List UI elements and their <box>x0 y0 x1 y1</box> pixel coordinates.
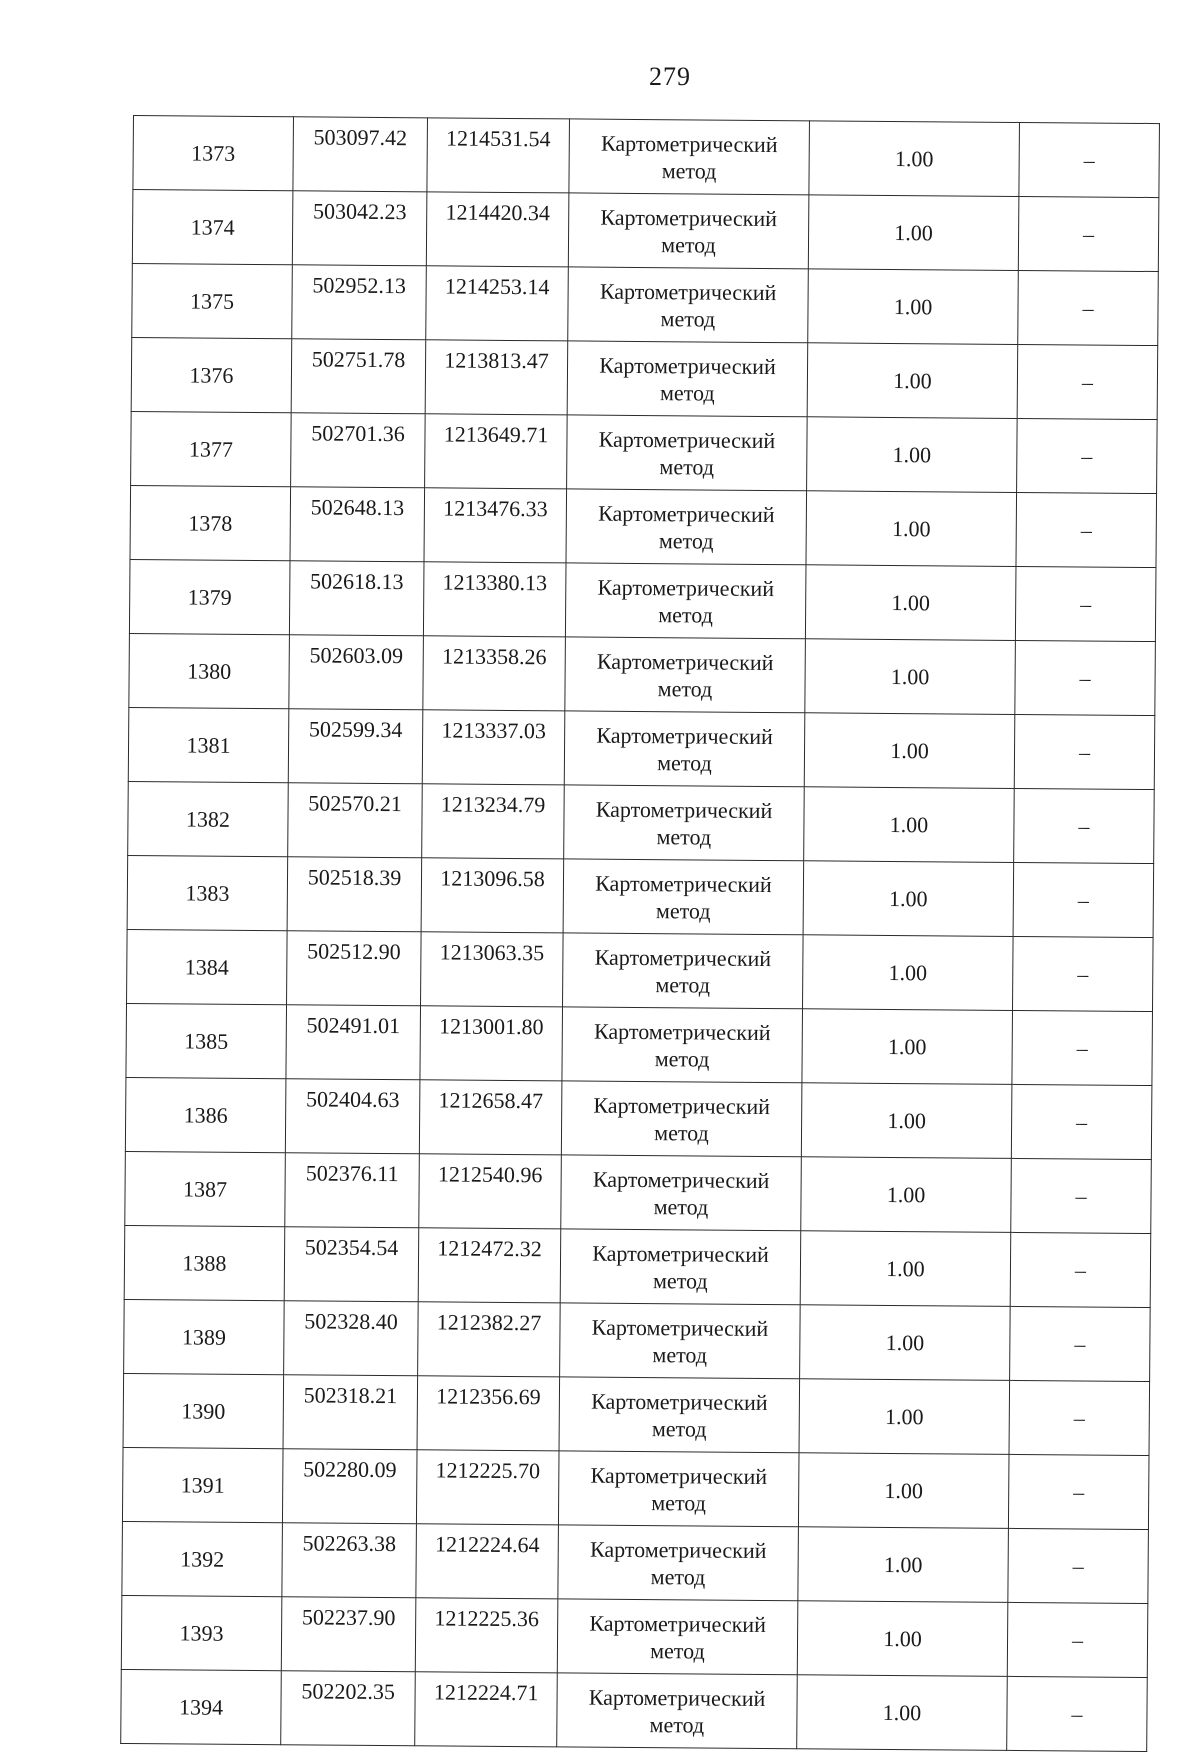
accuracy-cell: 1.00 <box>800 1305 1011 1381</box>
note-cell: – <box>1016 492 1157 567</box>
table-row <box>122 1521 1149 1603</box>
method-cell <box>557 1673 798 1749</box>
accuracy-cell: 1.00 <box>805 565 1016 641</box>
method-line-2: метод <box>652 1267 708 1294</box>
y-coordinate-cell: 1213813.47 <box>425 340 568 415</box>
point-number-cell: 1394 <box>121 1669 282 1744</box>
point-number-cell: 1373 <box>133 116 294 191</box>
method-line-2: метод <box>661 231 716 258</box>
note-cell: – <box>1008 1528 1149 1603</box>
x-coordinate-cell: 502570.21 <box>288 783 423 858</box>
point-number-cell: 1378 <box>130 485 291 560</box>
table-row <box>126 1003 1153 1085</box>
method-cell <box>563 859 804 935</box>
x-coordinate-cell: 502376.11 <box>285 1153 420 1228</box>
method-line-1: Картометрический <box>593 1092 771 1119</box>
note-cell: – <box>1009 1380 1150 1455</box>
method-cell <box>565 563 806 639</box>
method-line-2: метод <box>657 675 713 702</box>
method-cell <box>558 1525 799 1601</box>
y-coordinate-cell: 1212658.47 <box>419 1080 562 1155</box>
note-cell: – <box>1015 566 1156 641</box>
table-row <box>121 1595 1148 1677</box>
table-row <box>133 116 1160 198</box>
method-line-2: метод <box>654 1045 710 1072</box>
y-coordinate-cell: 1214531.54 <box>427 118 570 193</box>
accuracy-cell: 1.00 <box>803 861 1014 937</box>
note-cell: – <box>1014 788 1155 863</box>
point-number-cell: 1386 <box>125 1077 286 1152</box>
method-line-1: Картометрический <box>591 1314 769 1341</box>
table-row <box>128 707 1155 789</box>
method-line-1: Картометрический <box>595 796 773 823</box>
table-row <box>132 190 1159 272</box>
note-cell: – <box>1018 196 1159 271</box>
table-row <box>131 411 1158 493</box>
x-coordinate-cell: 502512.90 <box>287 931 422 1006</box>
point-number-cell: 1379 <box>129 559 290 634</box>
method-line-1: Картометрический <box>599 278 777 305</box>
point-number-cell: 1385 <box>126 1003 287 1078</box>
table-row <box>132 263 1159 345</box>
method-line-2: метод <box>650 1563 706 1590</box>
y-coordinate-cell: 1212540.96 <box>419 1154 562 1229</box>
method-cell <box>564 785 805 861</box>
x-coordinate-cell: 502318.21 <box>283 1375 418 1450</box>
y-coordinate-cell: 1212225.70 <box>416 1450 559 1525</box>
note-cell: – <box>1010 1306 1151 1381</box>
method-cell <box>561 1081 802 1157</box>
method-line-2: метод <box>655 971 711 998</box>
method-line-1: Картометрический <box>600 204 778 231</box>
method-line-2: метод <box>656 823 712 850</box>
table-row <box>127 929 1154 1011</box>
note-cell: – <box>1010 1232 1151 1307</box>
note-cell: – <box>1015 640 1156 715</box>
method-cell <box>566 489 807 565</box>
method-line-2: метод <box>654 1119 709 1146</box>
method-cell <box>567 415 808 491</box>
method-cell <box>560 1229 801 1305</box>
table-row <box>124 1299 1151 1381</box>
point-number-cell: 1377 <box>131 411 292 486</box>
method-cell <box>569 119 810 195</box>
table-row <box>129 633 1156 715</box>
note-cell: – <box>1007 1602 1148 1677</box>
x-coordinate-cell: 502404.63 <box>285 1079 420 1154</box>
y-coordinate-cell: 1213380.13 <box>423 562 566 637</box>
method-cell <box>568 267 809 343</box>
method-cell <box>561 1155 802 1231</box>
table-row <box>130 485 1157 567</box>
x-coordinate-cell: 502518.39 <box>287 857 422 932</box>
x-coordinate-cell: 502491.01 <box>286 1005 421 1080</box>
accuracy-cell: 1.00 <box>798 1527 1009 1603</box>
y-coordinate-cell: 1213337.03 <box>422 710 565 785</box>
accuracy-cell: 1.00 <box>808 269 1019 345</box>
y-coordinate-cell: 1213649.71 <box>425 414 568 489</box>
x-coordinate-cell: 502618.13 <box>289 561 424 636</box>
method-line-1: Картометрический <box>594 944 772 971</box>
method-line-2: метод <box>657 749 712 776</box>
y-coordinate-cell: 1212356.69 <box>417 1376 560 1451</box>
accuracy-cell: 1.00 <box>807 417 1018 493</box>
point-number-cell: 1392 <box>122 1521 283 1596</box>
method-line-2: метод <box>655 897 711 924</box>
method-cell <box>558 1451 799 1527</box>
y-coordinate-cell: 1213358.26 <box>423 636 566 711</box>
note-cell: – <box>1013 862 1154 937</box>
method-line-1: Картометрический <box>589 1610 767 1637</box>
x-coordinate-cell: 503042.23 <box>292 191 427 266</box>
y-coordinate-cell: 1212472.32 <box>418 1228 561 1303</box>
point-number-cell: 1389 <box>124 1299 285 1374</box>
accuracy-cell: 1.00 <box>809 121 1020 197</box>
note-cell: – <box>1014 714 1155 789</box>
note-cell: – <box>1008 1454 1149 1529</box>
accuracy-cell: 1.00 <box>799 1379 1010 1455</box>
method-cell <box>565 637 806 713</box>
note-cell: – <box>1017 344 1158 419</box>
note-cell: – <box>1017 418 1158 493</box>
table-row <box>128 781 1155 863</box>
point-number-cell: 1393 <box>121 1595 282 1670</box>
point-number-cell: 1383 <box>127 855 288 930</box>
method-line-1: Картометрический <box>592 1240 769 1267</box>
x-coordinate-cell: 502237.90 <box>281 1597 416 1672</box>
accuracy-cell: 1.00 <box>801 1083 1012 1159</box>
point-number-cell: 1384 <box>127 929 288 1004</box>
accuracy-cell: 1.00 <box>804 787 1015 863</box>
x-coordinate-cell: 502328.40 <box>284 1301 419 1376</box>
accuracy-cell: 1.00 <box>797 1675 1008 1751</box>
x-coordinate-cell: 502603.09 <box>289 635 424 710</box>
table-row <box>125 1151 1152 1233</box>
y-coordinate-cell: 1212224.64 <box>416 1524 559 1599</box>
table-row <box>122 1447 1149 1529</box>
page-number: 279 <box>649 62 691 91</box>
method-line-1: Картометрический <box>597 574 775 601</box>
note-cell: – <box>1012 1010 1153 1085</box>
accuracy-cell: 1.00 <box>806 491 1017 567</box>
point-number-cell: 1391 <box>122 1447 283 1522</box>
x-coordinate-cell: 502701.36 <box>291 413 426 488</box>
method-line-2: метод <box>660 305 716 332</box>
accuracy-cell: 1.00 <box>798 1453 1009 1529</box>
method-line-1: Картометрический <box>598 500 775 527</box>
method-line-1: Картометрический <box>592 1166 770 1193</box>
table-body <box>121 116 1160 1752</box>
note-cell: – <box>1019 122 1160 197</box>
y-coordinate-cell: 1214253.14 <box>426 266 569 341</box>
y-coordinate-cell: 1213234.79 <box>422 784 565 859</box>
point-number-cell: 1382 <box>128 781 289 856</box>
method-cell <box>567 341 808 417</box>
method-line-1: Картометрический <box>596 648 774 675</box>
x-coordinate-cell: 502952.13 <box>292 265 427 340</box>
method-line-1: Картометрический <box>600 130 778 157</box>
method-line-1: Картометрический <box>589 1536 767 1563</box>
method-line-2: метод <box>658 601 713 628</box>
method-line-2: метод <box>661 157 717 184</box>
table-row <box>127 855 1154 937</box>
y-coordinate-cell: 1212224.71 <box>415 1672 558 1747</box>
accuracy-cell: 1.00 <box>808 195 1019 271</box>
x-coordinate-cell: 502263.38 <box>282 1523 417 1598</box>
y-coordinate-cell: 1212225.36 <box>415 1598 558 1673</box>
method-line-1: Картометрический <box>599 352 776 379</box>
method-cell <box>568 193 809 269</box>
method-line-2: метод <box>651 1489 706 1516</box>
note-cell: – <box>1011 1084 1152 1159</box>
table-row <box>129 559 1156 641</box>
method-cell <box>557 1599 798 1675</box>
point-number-cell: 1387 <box>125 1151 286 1226</box>
method-line-1: Картометрический <box>598 426 776 453</box>
method-cell <box>563 933 804 1009</box>
y-coordinate-cell: 1213096.58 <box>421 858 564 933</box>
x-coordinate-cell: 502202.35 <box>281 1671 416 1746</box>
y-coordinate-cell: 1213063.35 <box>421 932 564 1007</box>
method-cell <box>559 1377 800 1453</box>
method-line-1: Картометрический <box>590 1462 768 1489</box>
method-line-2: метод <box>658 527 714 554</box>
table-row <box>121 1669 1148 1751</box>
note-cell: – <box>1007 1676 1148 1751</box>
x-coordinate-cell: 502751.78 <box>291 339 426 414</box>
method-line-1: Картометрический <box>591 1388 768 1415</box>
method-line-2: метод <box>651 1415 707 1442</box>
x-coordinate-cell: 502599.34 <box>288 709 423 784</box>
point-number-cell: 1375 <box>132 263 293 338</box>
accuracy-cell: 1.00 <box>804 713 1015 789</box>
y-coordinate-cell: 1213476.33 <box>424 488 567 563</box>
point-number-cell: 1374 <box>132 190 293 265</box>
table-row <box>124 1225 1151 1307</box>
table-row <box>131 337 1158 419</box>
x-coordinate-cell: 502648.13 <box>290 487 425 562</box>
accuracy-cell: 1.00 <box>805 639 1016 715</box>
accuracy-cell: 1.00 <box>797 1601 1008 1677</box>
method-line-1: Картометрический <box>596 722 773 749</box>
method-line-2: метод <box>650 1637 705 1664</box>
table-row <box>123 1373 1150 1455</box>
point-number-cell: 1390 <box>123 1373 284 1448</box>
accuracy-cell: 1.00 <box>800 1231 1011 1307</box>
point-number-cell: 1388 <box>124 1225 285 1300</box>
method-line-2: метод <box>653 1193 709 1220</box>
method-line-2: метод <box>659 379 715 406</box>
y-coordinate-cell: 1214420.34 <box>426 192 569 267</box>
method-line-2: метод <box>649 1711 705 1738</box>
x-coordinate-cell: 502354.54 <box>284 1227 419 1302</box>
y-coordinate-cell: 1212382.27 <box>418 1302 561 1377</box>
method-line-2: метод <box>652 1341 708 1368</box>
point-number-cell: 1376 <box>131 337 292 412</box>
method-cell <box>562 1007 803 1083</box>
x-coordinate-cell: 502280.09 <box>282 1449 417 1524</box>
y-coordinate-cell: 1213001.80 <box>420 1006 563 1081</box>
x-coordinate-cell: 503097.42 <box>293 117 428 192</box>
accuracy-cell: 1.00 <box>801 1157 1012 1233</box>
method-line-2: метод <box>659 453 715 480</box>
note-cell: – <box>1011 1158 1152 1233</box>
table-row <box>125 1077 1152 1159</box>
note-cell: – <box>1012 936 1153 1011</box>
method-line-1: Картометрический <box>588 1684 766 1711</box>
method-line-1: Картометрический <box>593 1018 771 1045</box>
accuracy-cell: 1.00 <box>807 343 1018 419</box>
accuracy-cell: 1.00 <box>803 935 1014 1011</box>
accuracy-cell: 1.00 <box>802 1009 1013 1085</box>
coordinates-table <box>120 115 1160 1752</box>
method-line-1: Картометрический <box>595 870 772 897</box>
point-number-cell: 1381 <box>128 707 289 782</box>
method-cell <box>560 1303 801 1379</box>
method-cell <box>564 711 805 787</box>
point-number-cell: 1380 <box>129 633 290 708</box>
note-cell: – <box>1018 270 1159 345</box>
